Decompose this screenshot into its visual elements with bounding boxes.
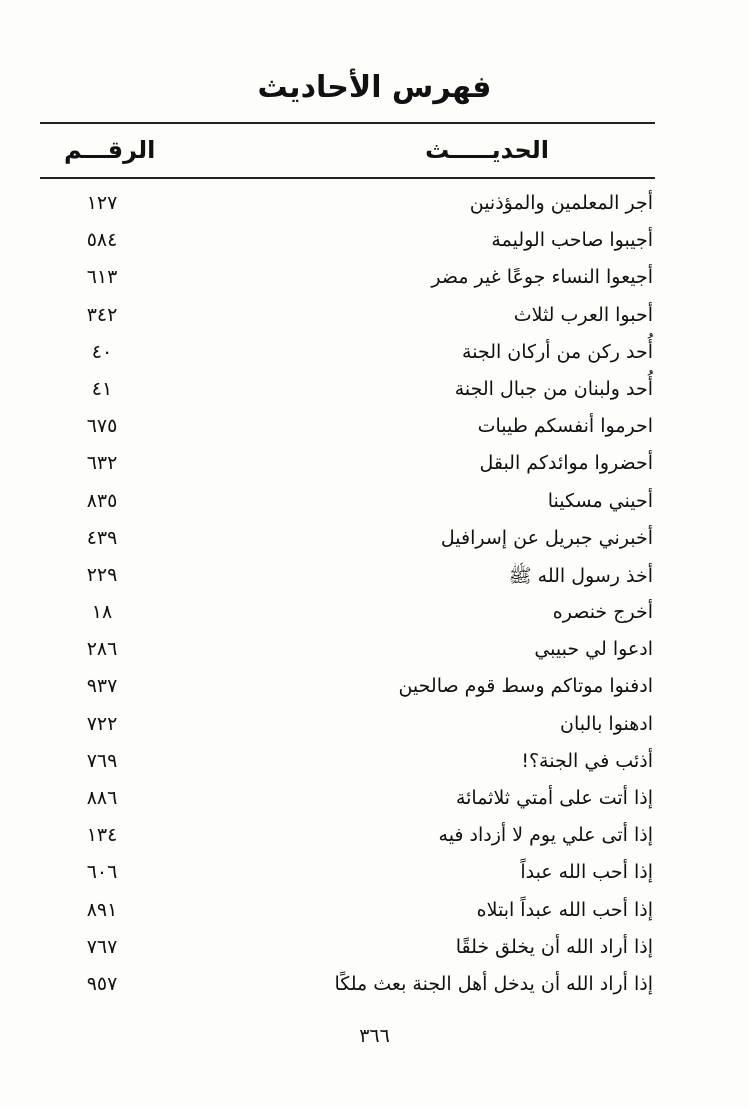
hadith-text: أُحد ولبنان من جبال الجنة [454,377,653,400]
hadith-text: أجر المعلمين والمؤذنين [469,192,653,214]
hadith-text: أجيعوا النساء جوعًا غير مضر [431,266,653,289]
hadith-text: إذا أحب الله عبداً ابتلاه [476,898,653,921]
hadith-number: ١٢٧ [86,192,118,214]
hadith-text: أحضروا موائدكم البقل [479,452,653,475]
hadith-number: ٩٥٧ [86,972,118,995]
hadith-number: ٤٣٩ [86,526,118,549]
column-header-number: الرقـــم [64,136,156,164]
hadith-number: ٦١٣ [86,266,118,289]
page-number: ٣٦٦ [359,1025,390,1047]
top-rule [40,122,655,124]
hadith-number: ٢٨٦ [86,638,118,661]
hadith-text: أجيبوا صاحب الوليمة [491,229,653,252]
hadith-number: ٢٢٩ [86,563,118,586]
hadith-index-list [0,188,749,1006]
hadith-text: إذا أتى علي يوم لا أزداد فيه [438,824,653,847]
hadith-text: إذا أراد الله أن يدخل أهل الجنة بعث ملكًا [334,972,653,995]
hadith-number: ٤١ [91,377,113,400]
hadith-number: ٥٨٤ [86,229,118,252]
hadith-text: إذا أتت على أمتي ثلاثمائة [455,787,653,809]
list-item [0,523,749,560]
list-item [0,969,749,1006]
list-item [0,671,749,708]
list-item [0,857,749,894]
list-item [0,262,749,299]
list-item [0,560,749,597]
hadith-text: إذا أحب الله عبداً [520,861,653,884]
list-item [0,337,749,374]
header-rule [40,177,655,179]
hadith-text: ادهنوا بالبان [560,712,653,735]
list-item [0,486,749,523]
hadith-text: أذئب في الجنة؟! [521,749,653,772]
list-item [0,225,749,262]
hadith-text: أحيني مسكينا [547,489,653,512]
column-header-hadith: الحديـــــث [425,136,549,164]
hadith-text: ادعوا لي حبيبي [534,638,653,661]
hadith-text: أحبوا العرب لثلاث [513,303,653,326]
hadith-number: ٣٤٢ [86,303,118,326]
hadith-text: أخرج خنصره [552,601,653,624]
hadith-text: ادفنوا موتاكم وسط قوم صالحين [398,675,653,698]
list-item [0,783,749,820]
list-item [0,374,749,411]
list-item [0,932,749,969]
page-title: فهرس الأحاديث [257,70,492,105]
hadith-number: ٦٣٢ [86,452,118,475]
list-item [0,709,749,746]
list-item [0,895,749,932]
hadith-number: ٧٢٢ [86,712,118,735]
hadith-number: ١٨ [91,601,113,624]
hadith-number: ١٣٤ [86,824,118,847]
hadith-number: ٧٦٩ [86,749,118,772]
hadith-text: أُحد ركن من أركان الجنة [462,340,653,363]
hadith-number: ٦٧٥ [86,415,118,438]
list-item [0,597,749,634]
hadith-number: ٨٣٥ [86,489,118,512]
hadith-number: ٨٨٦ [86,787,118,809]
hadith-text: أخذ رسول الله ﷺ [508,564,653,587]
list-item [0,820,749,857]
list-item [0,300,749,337]
hadith-number: ٩٣٧ [86,675,118,698]
hadith-text: إذا أراد الله أن يخلق خلقًا [455,935,653,958]
list-item [0,448,749,485]
hadith-text: احرموا أنفسكم طيبات [477,415,653,438]
hadith-number: ٦٠٦ [86,861,118,884]
hadith-number: ٨٩١ [86,898,118,921]
hadith-number: ٧٦٧ [86,935,118,958]
hadith-text: أخبرني جبريل عن إسرافيل [440,526,653,549]
list-item [0,188,749,225]
list-item [0,746,749,783]
list-item [0,411,749,448]
list-item [0,634,749,671]
hadith-number: ٤٠ [91,340,113,363]
